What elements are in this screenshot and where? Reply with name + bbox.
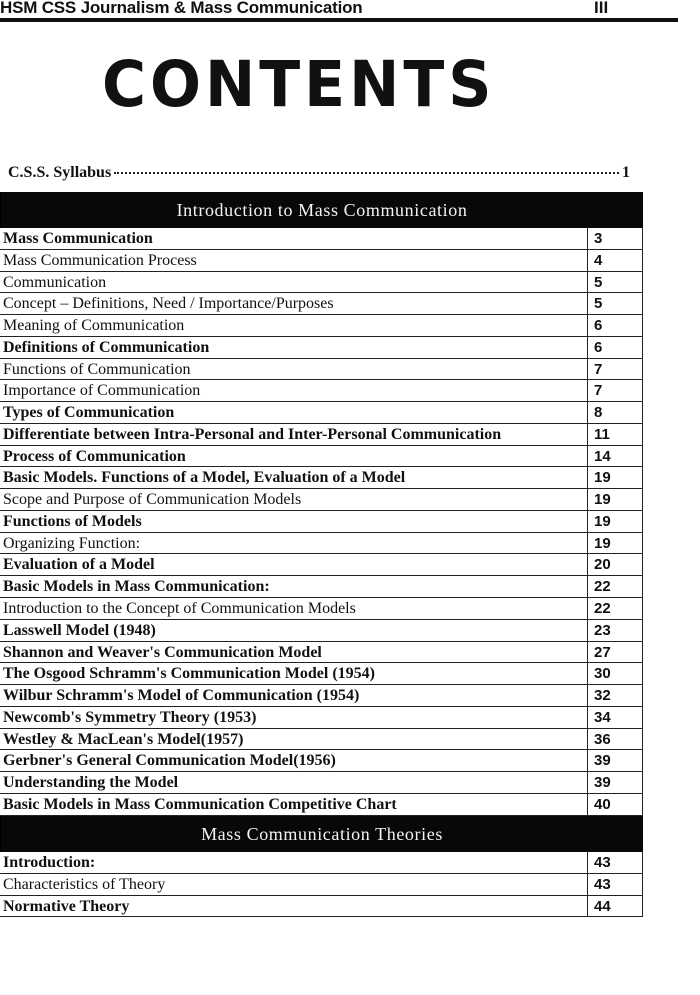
toc-entry-title: Meaning of Communication [3,317,185,335]
toc-entry-title: Introduction: [3,854,96,871]
toc-row[interactable] [0,620,643,642]
toc-row[interactable] [0,729,643,751]
toc-row[interactable] [0,642,643,664]
toc-row[interactable] [0,467,643,489]
toc-entry-page: 7 [587,380,643,401]
toc-entry-title: Functions of Communication [3,360,191,378]
toc-entry-page: 23 [587,620,643,641]
toc-row[interactable] [0,402,643,424]
page-header [0,0,700,20]
toc-row[interactable] [0,794,643,816]
toc-entry-title: Mass Communication Process [3,251,197,269]
toc-entry-title: Gerbner's General Communication Model(1956) [3,752,336,770]
toc-entry-page: 6 [587,315,643,336]
toc-entry-page: 43 [587,874,643,895]
toc-entry-title: Evaluation of a Model [3,556,155,574]
toc-entry-title: Scope and Purpose of Communication Models [3,491,302,509]
toc-row[interactable] [0,576,643,598]
toc-entry-title: Normative Theory [3,897,130,915]
toc-row[interactable] [0,750,643,772]
toc-entry-page: 11 [587,424,643,445]
toc-entry-page: 19 [587,489,643,510]
toc-entry-page: 5 [587,293,643,314]
section-header: Introduction to Mass Communication [0,192,643,228]
toc-entry-page: 22 [587,576,643,597]
toc-entry-title: Process of Communication [3,447,186,465]
toc-row[interactable] [0,272,643,294]
toc-entry-title: Introduction to the Concept of Communication Models [3,600,356,618]
toc-entry-page: 6 [587,337,643,358]
toc-row[interactable] [0,446,643,468]
toc-row[interactable] [0,707,643,729]
toc-entry-title: Understanding the Model [3,774,179,792]
toc-row[interactable] [0,293,643,315]
toc-row[interactable] [0,228,643,250]
toc-row[interactable] [0,424,643,446]
toc-entry-page: 39 [587,772,643,793]
toc-entry-page: 20 [587,554,643,575]
toc-row[interactable] [0,685,643,707]
toc-entry-title: Organizing Function: [3,534,141,552]
toc-entry-title: Basic Models in Mass Communication Competitive Chart [3,795,397,813]
toc-entry-title: Newcomb's Symmetry Theory (1953) [3,708,257,726]
toc-entry-page: 39 [587,750,643,771]
toc-row[interactable] [0,533,643,555]
toc-entry-title: Types of Communication [3,404,175,422]
toc-row[interactable] [0,250,643,272]
toc-entry-page: 40 [587,794,643,815]
toc-row[interactable] [0,598,643,620]
page-number: III [594,0,609,17]
toc-entry-page: 30 [587,663,643,684]
toc-list [0,852,643,917]
toc-row[interactable] [0,380,643,402]
toc-entry-page: 34 [587,707,643,728]
toc-entry-page: 22 [587,598,643,619]
toc-entry-title: Characteristics of Theory [3,875,166,893]
toc-entry-page: 8 [587,402,643,423]
toc-entry-title: Basic Models in Mass Communication: [3,578,270,596]
toc-entry-title: Lasswell Model (1948) [3,621,156,639]
toc-entry-title: Concept – Definitions, Need / Importance/Purposes [3,295,334,313]
toc-entry-title: Wilbur Schramm's Model of Communication (1954) [3,687,360,705]
toc-entry-title: Definitions of Communication [3,338,210,356]
syllabus-page: 1 [622,164,630,181]
toc-entry-title: Differentiate between Intra-Personal and Inter-Personal Communication [3,425,502,443]
toc-row[interactable] [0,511,643,533]
toc-entry-title: Basic Models. Functions of a Model, Evaluation of a Model [3,469,406,487]
toc-entry-page: 14 [587,446,643,467]
toc-entry-page: 32 [587,685,643,706]
toc-entry-title: The Osgood Schramm's Communication Model (1954) [3,665,375,683]
toc-entry-page: 19 [587,511,643,532]
toc-entry-title: Communication [3,273,107,291]
toc-row[interactable] [0,663,643,685]
toc-entry-page: 43 [587,852,643,873]
toc-entry-page: 44 [587,896,643,917]
toc-entry-title: Importance of Communication [3,382,201,400]
toc-row[interactable] [0,315,643,337]
toc-row[interactable] [0,772,643,794]
toc-entry-page: 5 [587,272,643,293]
toc-entry-title: Shannon and Weaver's Communication Model [3,643,322,661]
section-header: Mass Communication Theories [0,816,643,852]
toc-entry-title: Functions of Models [3,512,142,530]
toc-row[interactable] [0,896,643,918]
toc-entry-page: 36 [587,729,643,750]
toc-entry-page: 4 [587,250,643,271]
toc-row[interactable] [0,489,643,511]
toc-row[interactable] [0,337,643,359]
header-rule [0,18,678,22]
toc-row[interactable] [0,554,643,576]
dot-leader [114,172,619,174]
toc-row[interactable] [0,852,643,874]
toc-row[interactable] [0,874,643,896]
toc-section-theories [0,816,643,917]
toc-entry-page: 19 [587,533,643,554]
toc-entry-page: 27 [587,642,643,663]
book-title: HSM CSS Journalism & Mass Communication [0,0,363,17]
toc-entry-syllabus[interactable] [8,164,630,184]
syllabus-label: C.S.S. Syllabus [8,164,112,181]
toc-list [0,228,643,816]
toc-entry-title: Mass Communication [3,230,153,247]
toc-entry-page: 7 [587,359,643,380]
toc-row[interactable] [0,359,643,381]
toc-entry-page: 19 [587,467,643,488]
page-title: CONTENTS [102,48,496,122]
toc-entry-page: 3 [587,228,643,249]
toc-entry-title: Westley & MacLean's Model(1957) [3,730,244,748]
toc-section-intro [0,192,643,816]
